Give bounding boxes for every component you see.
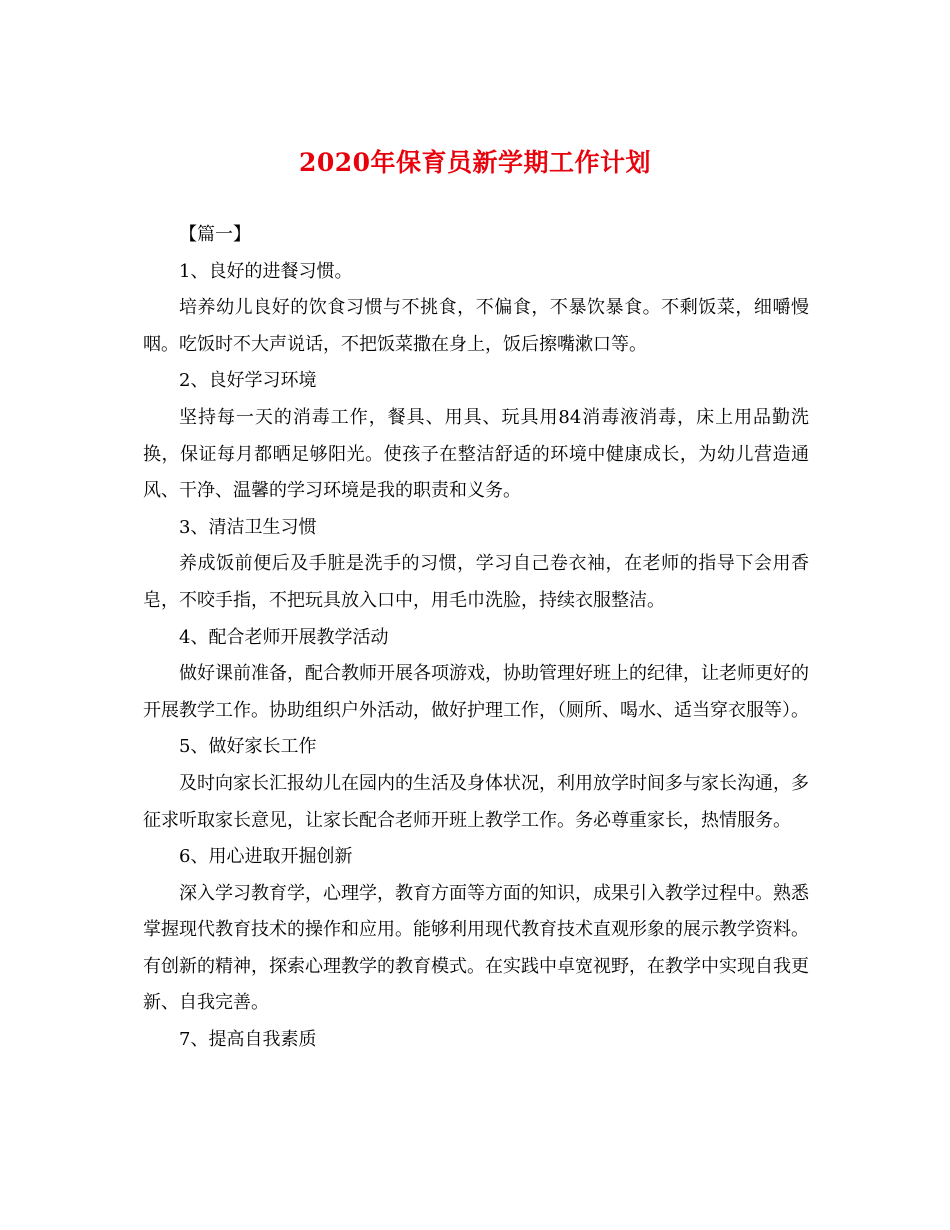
item-paragraph-5: 及时向家长汇报幼儿在园内的生活及身体状况，利用放学时间多与家长沟通，多征求听取家长意见，让家长配合老师开班上教学工作。务必尊重家长，热情服务。: [143, 772, 809, 831]
item-paragraph-6: 深入学习教育学，心理学，教育方面等方面的知识，成果引入教学过程中。熟悉掌握现代教育技术的操作和应用。能够利用现代教育技术直观形象的展示教学资料。有创新的精神，探索心理教学的教育模式。在实践中卓宽视野，在教学中实现自我更新、自我完善。: [143, 882, 809, 1014]
item-paragraph-1: 培养幼儿良好的饮食习惯与不挑食，不偏食，不暴饮暴食。不剩饭菜，细嚼慢咽。吃饭时不大声说话，不把饭菜撒在身上，饭后擦嘴漱口等。: [143, 297, 809, 355]
item-paragraph-4: 做好课前准备，配合教师开展各项游戏，协助管理好班上的纪律，让老师更好的开展教学工作。协助组织户外活动，做好护理工作，（厕所、喝水、适当穿衣服等）。: [143, 663, 809, 721]
item-heading-3: 3、清洁卫生习惯: [179, 516, 317, 538]
document-body: [143, 217, 809, 1059]
item-heading-7: 7、提高自我素质: [179, 1029, 317, 1051]
item-heading-6: 6、用心进取开掘创新: [179, 846, 353, 868]
item-paragraph-2: 坚持每一天的消毒工作，餐具、用具、玩具用84消毒液消毒，床上用品勤洗换，保证每月都晒足够阳光。使孩子在整洁舒适的环境中健康成长，为幼儿营造通风、干净、温馨的学习环境是我的职责和义务。: [143, 406, 809, 502]
item-heading-1: 1、良好的进餐习惯。: [179, 260, 353, 282]
item-paragraph-3: 养成饭前便后及手脏是洗手的习惯，学习自己卷衣袖，在老师的指导下会用香皂，不咬手指，不把玩具放入口中，用毛巾洗脸，持续衣服整洁。: [143, 553, 809, 611]
item-heading-5: 5、做好家长工作: [179, 736, 317, 758]
item-heading-4: 4、配合老师开展教学活动: [179, 626, 389, 648]
document-title: 2020年保育员新学期工作计划: [298, 148, 652, 177]
item-heading-2: 2、良好学习环境: [179, 370, 317, 392]
section-label: 【篇一】: [179, 224, 251, 245]
